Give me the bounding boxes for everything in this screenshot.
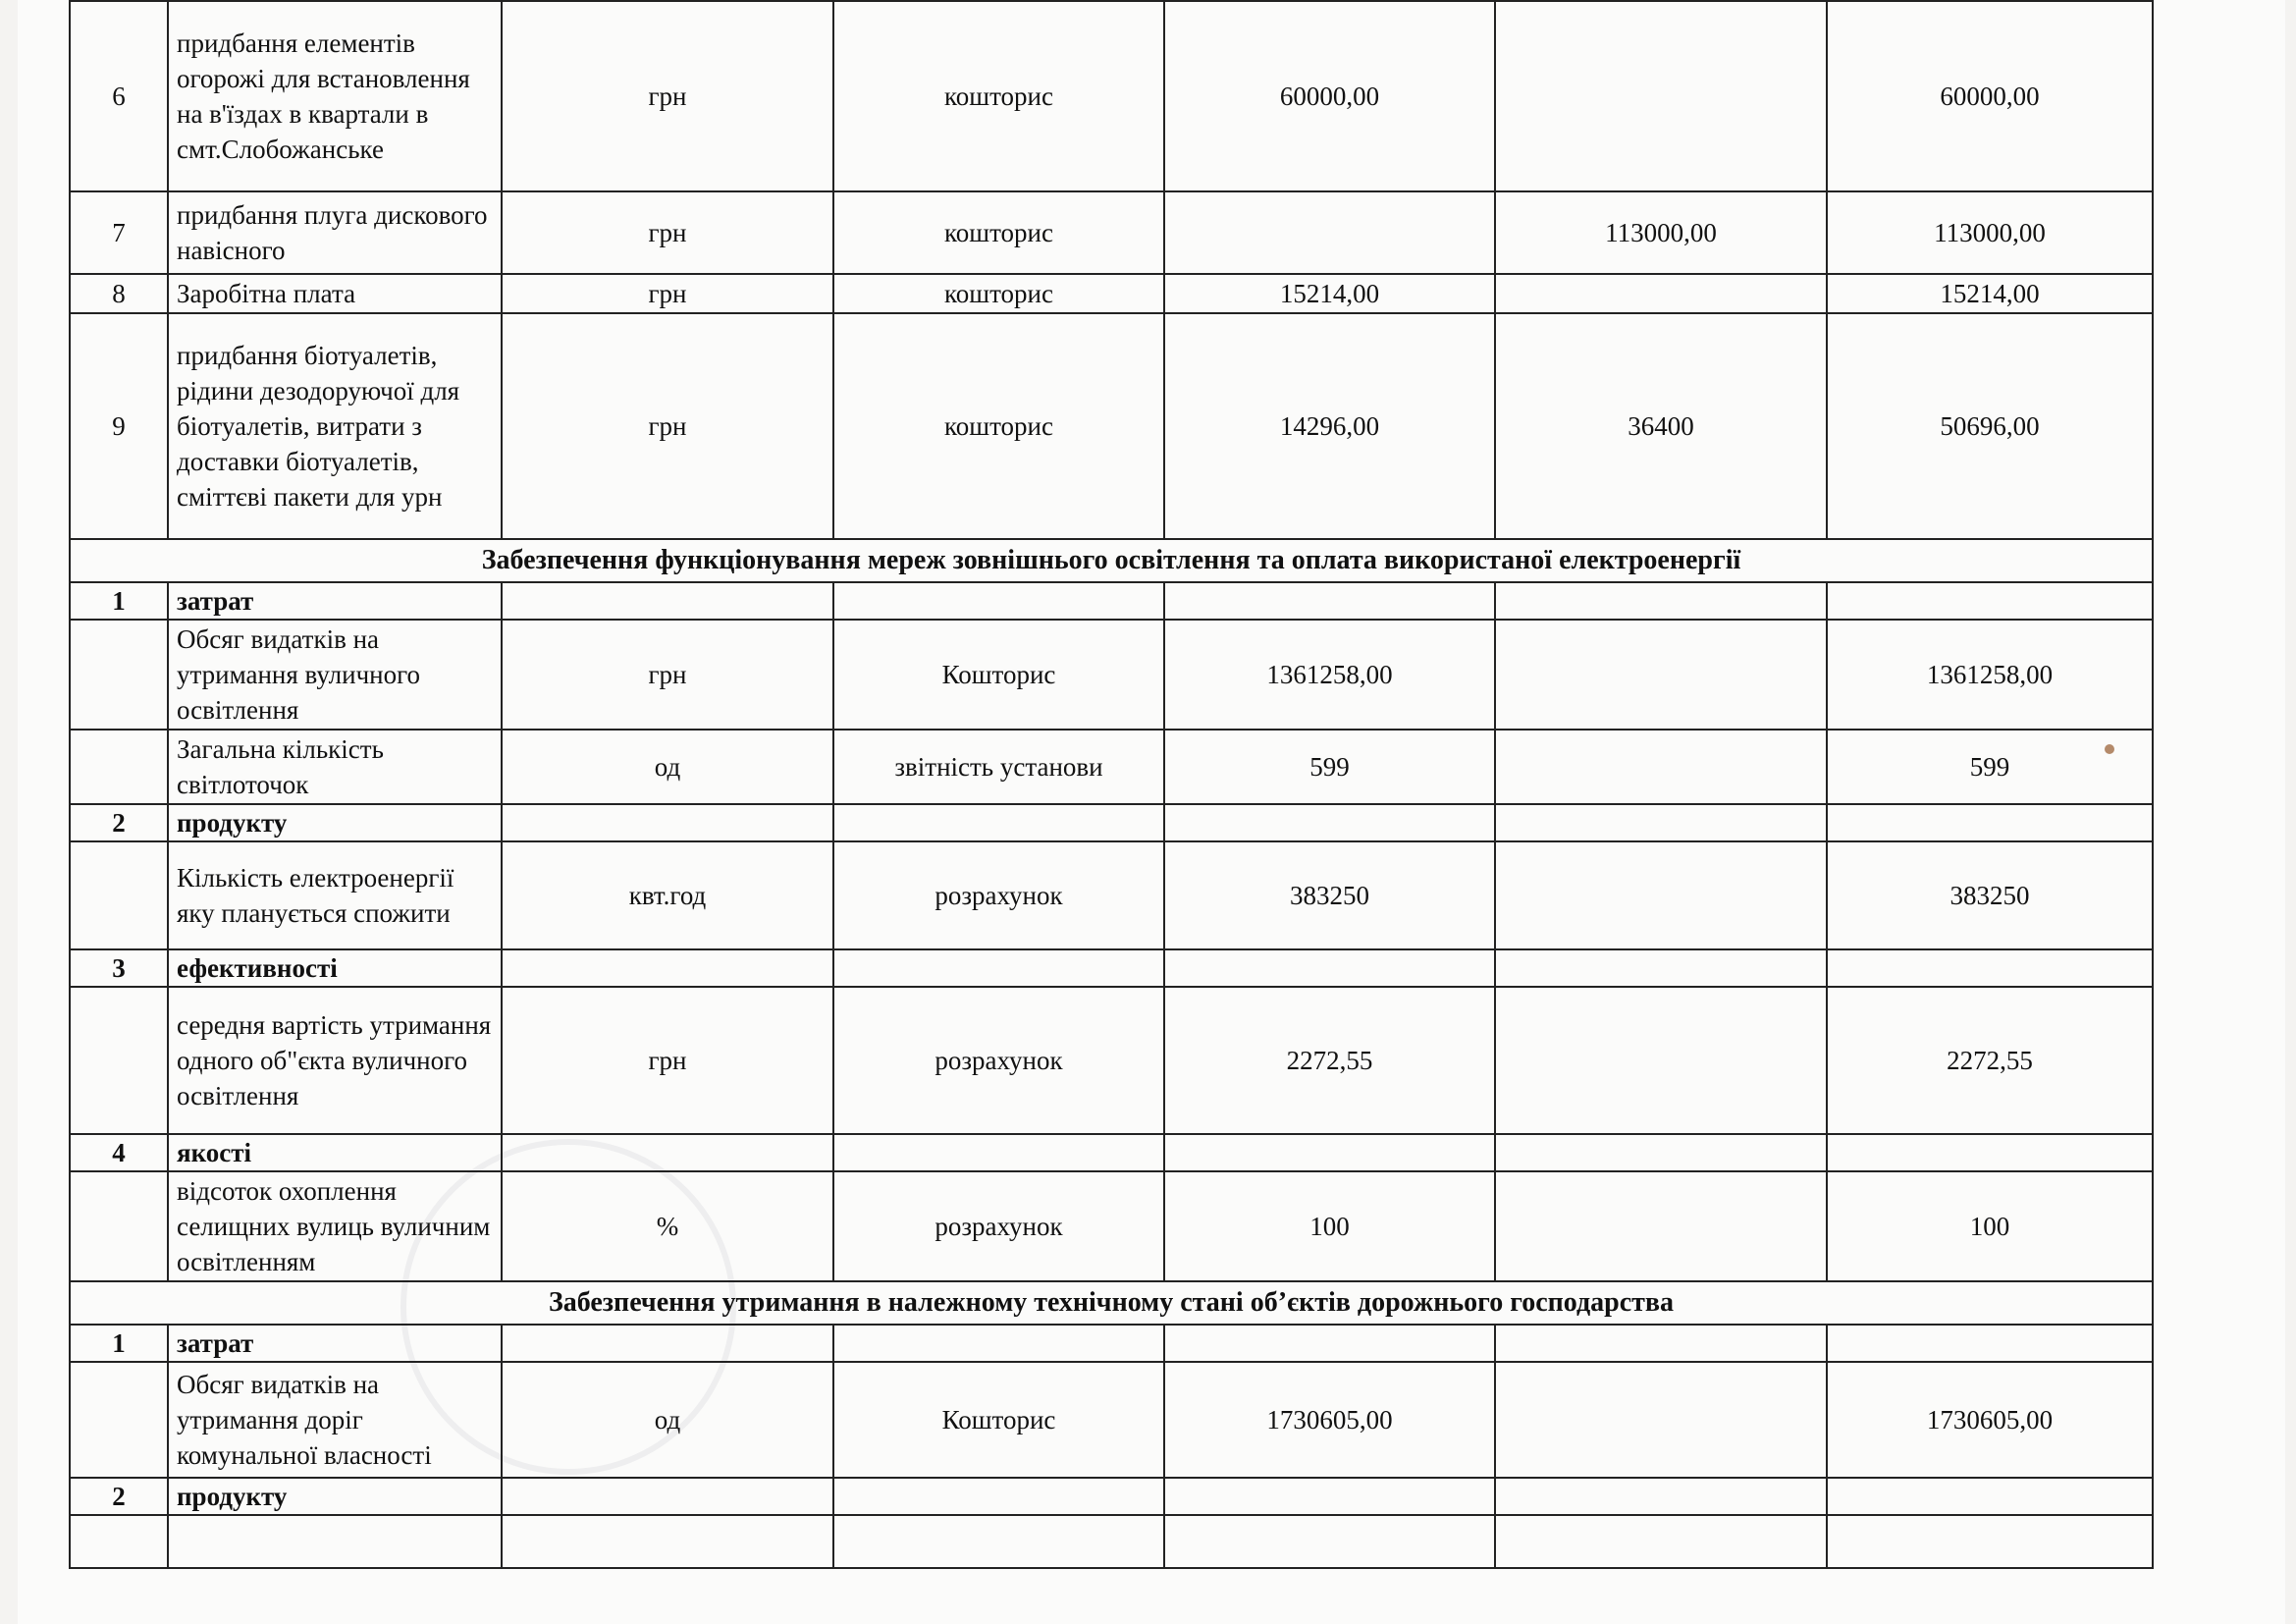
empty-cell: [1495, 730, 1827, 804]
empty-cell: [70, 1515, 168, 1568]
row-unit: грн: [502, 191, 833, 274]
empty-cell: [1495, 987, 1827, 1134]
empty-cell: [1495, 1171, 1827, 1281]
empty-cell: [502, 1134, 833, 1171]
row-source: кошторис: [833, 191, 1164, 274]
row-unit: од: [502, 730, 833, 804]
row-value-3: 2272,55: [1827, 987, 2153, 1134]
row-name: Загальна кількість світлоточок: [168, 730, 502, 804]
row-value-2: 36400: [1495, 313, 1827, 539]
row-value-3: 383250: [1827, 841, 2153, 949]
document-page: [18, 0, 2285, 1624]
empty-cell: [70, 730, 168, 804]
empty-cell: [833, 1325, 1164, 1362]
empty-cell: [70, 1171, 168, 1281]
row-source: кошторис: [833, 313, 1164, 539]
section-header: [70, 1281, 2153, 1325]
indicators-table: [69, 0, 2154, 1569]
group-row: [70, 1478, 2153, 1515]
row-source: кошторис: [833, 274, 1164, 313]
empty-cell: [1827, 582, 2153, 620]
empty-cell: [70, 1362, 168, 1478]
row-value-1: 60000,00: [1164, 1, 1495, 191]
empty-cell: [1495, 841, 1827, 949]
row-name: придбання біотуалетів, рідини дезодоруючої для біотуалетів, витрати з доставки біотуалетів, сміттєві пакети для урн: [168, 313, 502, 539]
group-row: [70, 582, 2153, 620]
row-unit: грн: [502, 313, 833, 539]
table-row: [70, 191, 2153, 274]
row-value-1: 2272,55: [1164, 987, 1495, 1134]
row-value-1: [1164, 191, 1495, 274]
row-value-1: 14296,00: [1164, 313, 1495, 539]
empty-cell: [1164, 1325, 1495, 1362]
row-value-1: 100: [1164, 1171, 1495, 1281]
empty-cell: [502, 1478, 833, 1515]
row-value-3: 1730605,00: [1827, 1362, 2153, 1478]
empty-cell: [502, 1515, 833, 1568]
row-value-2: 113000,00: [1495, 191, 1827, 274]
row-value-1: 599: [1164, 730, 1495, 804]
group-label: ефективності: [168, 949, 502, 987]
table-row: [70, 1515, 2153, 1568]
empty-cell: [70, 987, 168, 1134]
group-label: продукту: [168, 1478, 502, 1515]
row-name: придбання елементів огорожі для встановлення на в'їздах в квартали в смт.Слобожанське: [168, 1, 502, 191]
group-row: [70, 1134, 2153, 1171]
empty-cell: [833, 1478, 1164, 1515]
empty-cell: [502, 1325, 833, 1362]
row-value-3: 50696,00: [1827, 313, 2153, 539]
empty-cell: [1495, 582, 1827, 620]
row-source: звітність установи: [833, 730, 1164, 804]
group-number: 4: [70, 1134, 168, 1171]
empty-cell: [1827, 804, 2153, 841]
row-unit: грн: [502, 620, 833, 730]
section-header: [70, 539, 2153, 582]
empty-cell: [833, 1515, 1164, 1568]
empty-cell: [1164, 582, 1495, 620]
row-source: розрахунок: [833, 1171, 1164, 1281]
table-row: [70, 313, 2153, 539]
empty-cell: [1164, 949, 1495, 987]
row-name: Заробітна плата: [168, 274, 502, 313]
row-unit: грн: [502, 1, 833, 191]
row-source: Кошторис: [833, 620, 1164, 730]
empty-cell: [833, 1134, 1164, 1171]
row-unit: грн: [502, 274, 833, 313]
empty-cell: [833, 804, 1164, 841]
empty-cell: [1495, 1362, 1827, 1478]
empty-cell: [1827, 1478, 2153, 1515]
group-label: затрат: [168, 1325, 502, 1362]
table-row: [70, 730, 2153, 804]
row-value-2: [1495, 274, 1827, 313]
row-value-1: 15214,00: [1164, 274, 1495, 313]
group-label: затрат: [168, 582, 502, 620]
group-label: якості: [168, 1134, 502, 1171]
group-number: 3: [70, 949, 168, 987]
empty-cell: [1495, 804, 1827, 841]
empty-cell: [1827, 1134, 2153, 1171]
row-source: розрахунок: [833, 841, 1164, 949]
empty-cell: [1495, 620, 1827, 730]
empty-cell: [833, 949, 1164, 987]
row-value-3: 15214,00: [1827, 274, 2153, 313]
group-row: [70, 949, 2153, 987]
empty-cell: [70, 620, 168, 730]
row-value-3: 113000,00: [1827, 191, 2153, 274]
empty-cell: [1164, 804, 1495, 841]
empty-cell: [1495, 1478, 1827, 1515]
row-number: 6: [70, 1, 168, 191]
row-source: розрахунок: [833, 987, 1164, 1134]
empty-cell: [168, 1515, 502, 1568]
empty-cell: [502, 804, 833, 841]
empty-cell: [1495, 1325, 1827, 1362]
empty-cell: [1495, 1134, 1827, 1171]
empty-cell: [1495, 1515, 1827, 1568]
row-value-3: 60000,00: [1827, 1, 2153, 191]
empty-cell: [502, 949, 833, 987]
group-number: 2: [70, 1478, 168, 1515]
empty-cell: [1495, 949, 1827, 987]
row-value-3: 1361258,00: [1827, 620, 2153, 730]
row-name: Кількість електроенергії яку планується спожити: [168, 841, 502, 949]
section-title: Забезпечення функціонування мереж зовнішнього освітлення та оплата використаної електроенергії: [70, 539, 2153, 582]
row-name: середня вартість утримання одного об"єкта вуличного освітлення: [168, 987, 502, 1134]
row-number: 8: [70, 274, 168, 313]
empty-cell: [1827, 1515, 2153, 1568]
group-number: 2: [70, 804, 168, 841]
row-value-3: 100: [1827, 1171, 2153, 1281]
row-number: 9: [70, 313, 168, 539]
row-value-1: 1730605,00: [1164, 1362, 1495, 1478]
section-title: Забезпечення утримання в належному технічному стані об’єктів дорожнього господарства: [70, 1281, 2153, 1325]
group-label: продукту: [168, 804, 502, 841]
row-name: Обсяг видатків на утримання вуличного освітлення: [168, 620, 502, 730]
row-value-1: 383250: [1164, 841, 1495, 949]
empty-cell: [1164, 1134, 1495, 1171]
table-row: [70, 987, 2153, 1134]
row-name: Обсяг видатків на утримання доріг комунальної власності: [168, 1362, 502, 1478]
group-row: [70, 804, 2153, 841]
empty-cell: [1164, 1478, 1495, 1515]
row-value-1: 1361258,00: [1164, 620, 1495, 730]
row-number: 7: [70, 191, 168, 274]
table-row: [70, 841, 2153, 949]
row-name: придбання плуга дискового навісного: [168, 191, 502, 274]
row-value-2: [1495, 1, 1827, 191]
table-row: [70, 1, 2153, 191]
empty-cell: [1164, 1515, 1495, 1568]
row-unit: %: [502, 1171, 833, 1281]
table-row: [70, 1362, 2153, 1478]
row-unit: од: [502, 1362, 833, 1478]
empty-cell: [1827, 1325, 2153, 1362]
empty-cell: [70, 841, 168, 949]
row-source: Кошторис: [833, 1362, 1164, 1478]
row-name: відсоток охоплення селищних вулиць вуличним освітленням: [168, 1171, 502, 1281]
row-unit: грн: [502, 987, 833, 1134]
empty-cell: [502, 582, 833, 620]
table-row: [70, 620, 2153, 730]
group-number: 1: [70, 1325, 168, 1362]
table-row: [70, 1171, 2153, 1281]
row-source: кошторис: [833, 1, 1164, 191]
group-number: 1: [70, 582, 168, 620]
row-value-3: 599: [1827, 730, 2153, 804]
empty-cell: [1827, 949, 2153, 987]
table-row: [70, 274, 2153, 313]
row-unit: квт.год: [502, 841, 833, 949]
empty-cell: [833, 582, 1164, 620]
group-row: [70, 1325, 2153, 1362]
